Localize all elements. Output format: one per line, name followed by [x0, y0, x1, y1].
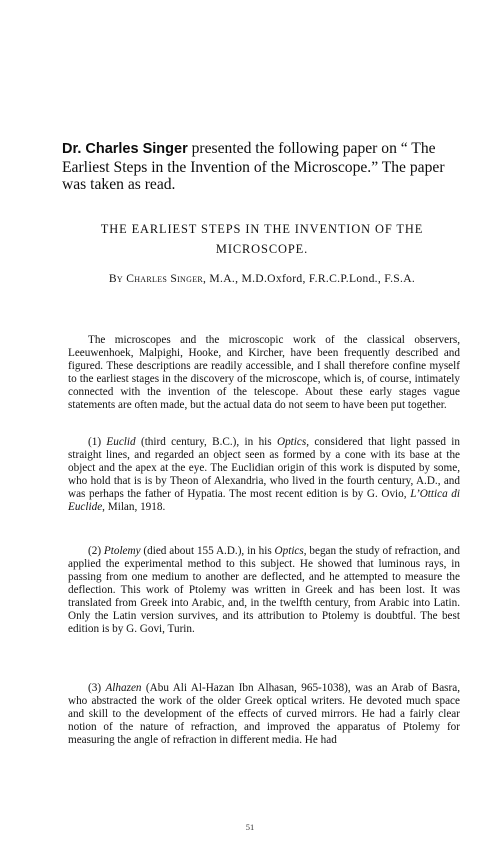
- article-title: THE EARLIEST STEPS IN THE INVENTION OF THE MICROSCOPE.: [100, 222, 424, 256]
- author-credentials: , M.A., M.D.Oxford, F.R.C.P.Lond., F.S.A.: [203, 272, 416, 285]
- text-segment: , considered that light passed in straight lines, and regarded an object seen as formed by a cone with its base at the object and the apex at the eye. The Euclidian origin of this work is disputed by some, who hold that is is by Theon of Alexandria, who lived in the fourth century, A.D., and was perhaps the father of Hypatia. The most recent edition is by G. Ovio,: [68, 436, 461, 501]
- page-number: 51: [245, 822, 255, 832]
- paragraph-intro: The microscopes and the microscopic work of the classical observers, Leeuwenhoek, Malpighi, Hooke, and Kircher, have been frequently described and figured. These descriptions are readily accessible, and I shall therefore confine myself to the earliest stages in the discovery of the microscope, which is, of course, intimately connected with the invention of the telescope. About these early stages vague statements are often made, but the actual data do not seem to have been put together.: [68, 334, 460, 412]
- work-title: Optics: [274, 545, 304, 557]
- speaker-name: Dr. Charles Singer: [62, 141, 188, 157]
- text-segment: , Milan, 1918.: [102, 501, 166, 514]
- author-name: Charles Singer: [126, 272, 204, 285]
- text-segment: (third century, B.C.), in his: [135, 436, 277, 448]
- item-number: (2): [88, 545, 104, 557]
- text-segment: (Abu Ali Al-Hazan Ibn Alhasan, 965-1038), was an Arab of Basra, who abstracted the work of the older Greek optical writers. He devoted much space and skill to the development of the effects of curved mirrors. He had a fairly clear notion of the nature of refraction, and improved the apparatus of Ptolemy for measuring the angle of refraction in different media. He had: [68, 682, 461, 747]
- work-title: Optics: [276, 436, 307, 448]
- intro-statement: [62, 140, 462, 194]
- item-number: (3): [88, 682, 106, 694]
- text-segment: (died about 155 A.D.), in his: [140, 545, 275, 557]
- intro-text: presented the following paper on “ The Earliest Steps in the Invention of the Microscope.” The paper was taken as read.: [62, 140, 445, 193]
- edition-title: L’Ottica di Euclide: [68, 488, 461, 514]
- paragraph-alhazen: [68, 682, 460, 747]
- byline-prefix: By: [108, 272, 127, 285]
- paragraph-euclid: [68, 436, 460, 514]
- subject-name: Alhazen: [105, 682, 142, 694]
- text-segment: , began the study of refraction, and applied the experimental method to this subject. He showed that luminous rays, in passing from one medium to another are deflected, and he attempted to measure the deflection. This work of Ptolemy was written in Greek and has been lost. It was translated from Greek into Arabic, and, in the twelfth century, from Arabic into Latin. Only the Latin version survives, and its attribution to Ptolemy is doubtful. The best edition is by G. Govi, Turin.: [68, 545, 460, 636]
- byline: [62, 272, 462, 285]
- paragraph-ptolemy: [68, 545, 460, 636]
- item-number: (1): [88, 436, 107, 448]
- subject-name: Euclid: [106, 436, 136, 448]
- subject-name: Ptolemy: [103, 545, 141, 557]
